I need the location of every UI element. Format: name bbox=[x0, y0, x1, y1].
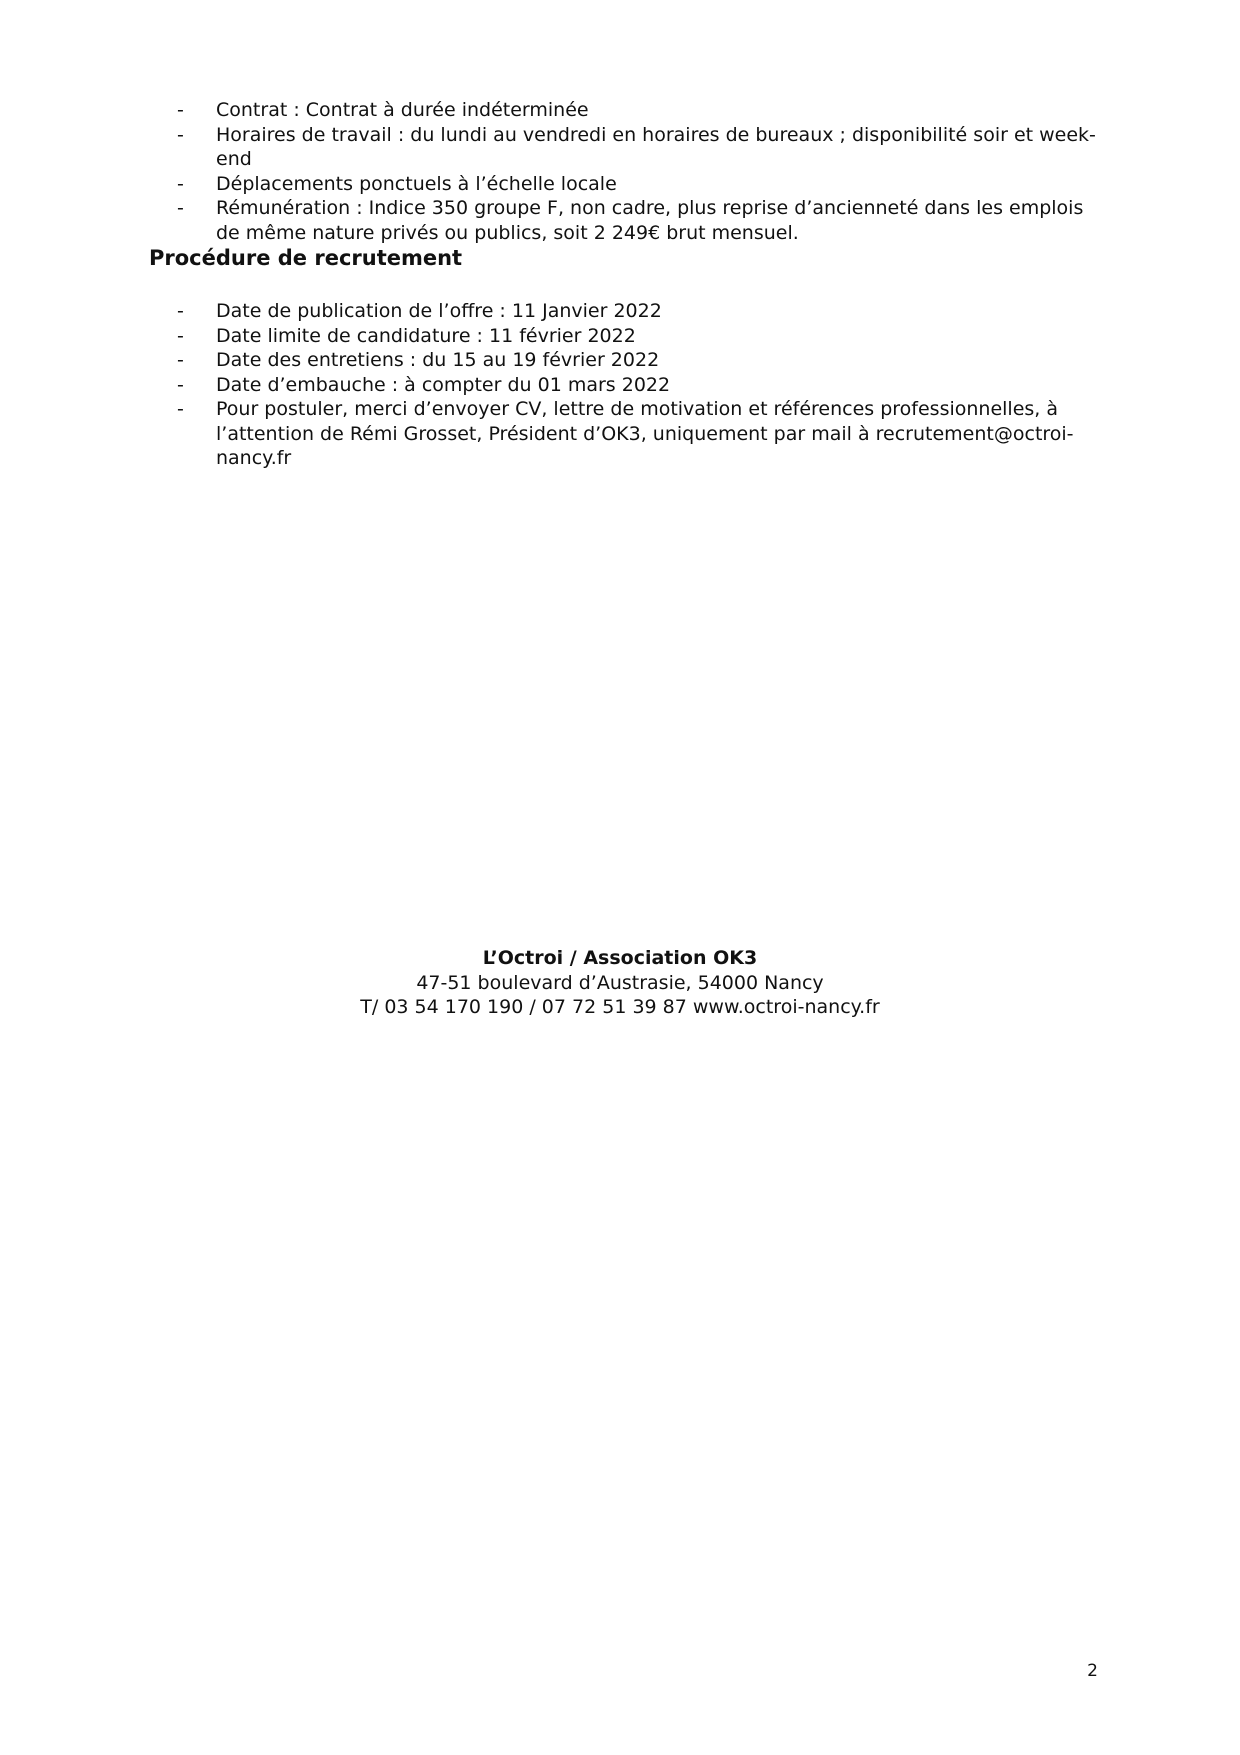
procedure-apply-instructions: Pour postuler, merci d’envoyer CV, lettre de motivation et références professionnelles, à l’attention de Rémi Grosset, Président d’OK3, uniquement par mail à recrutement@octroi-nancy.fr bbox=[216, 398, 1074, 469]
procedure-start-date: Date d’embauche : à compter du 01 mars 2022 bbox=[216, 373, 671, 396]
list-item bbox=[0, 172, 1096, 197]
procedure-list bbox=[0, 299, 1240, 471]
footer-org-name: L’Octroi / Association OK3 bbox=[482, 947, 758, 969]
list-item bbox=[0, 348, 1096, 373]
procedure-deadline: Date limite de candidature : 11 février 2022 bbox=[216, 324, 636, 347]
page-number: 2 bbox=[1087, 1661, 1098, 1681]
list-item bbox=[0, 299, 1096, 324]
bullet-dash: - bbox=[177, 123, 184, 146]
list-item bbox=[0, 196, 1096, 245]
conditions-list bbox=[0, 98, 1240, 245]
bullet-dash: - bbox=[177, 172, 184, 195]
procedure-publication-date: Date de publication de l’offre : 11 Janvier 2022 bbox=[216, 300, 662, 322]
bullet-dash: - bbox=[177, 398, 184, 420]
bullet-dash: - bbox=[177, 373, 184, 396]
list-item bbox=[0, 373, 1096, 398]
footer bbox=[0, 946, 1240, 1020]
condition-salary: Rémunération : Indice 350 groupe F, non cadre, plus reprise d’ancienneté dans les emplois de même nature privés ou publics, soit 2 249€ brut mensuel. bbox=[216, 197, 1084, 244]
condition-hours: Horaires de travail : du lundi au vendredi en horaires de bureaux ; disponibilité soir et week-end bbox=[216, 123, 1096, 170]
footer-address: 47-51 boulevard d’Austrasie, 54000 Nancy bbox=[416, 971, 824, 994]
procedure-interviews: Date des entretiens : du 15 au 19 février 2022 bbox=[216, 349, 660, 371]
list-item bbox=[0, 98, 1096, 123]
procedure-heading: Procédure de recrutement bbox=[149, 246, 463, 270]
bullet-dash: - bbox=[177, 99, 184, 121]
bullet-dash: - bbox=[177, 349, 184, 371]
footer-contact: T/ 03 54 170 190 / 07 72 51 39 87 www.octroi-nancy.fr bbox=[360, 996, 880, 1018]
list-item bbox=[0, 324, 1096, 349]
condition-contract: Contrat : Contrat à durée indéterminée bbox=[216, 99, 589, 121]
bullet-dash: - bbox=[177, 324, 184, 347]
list-item bbox=[0, 397, 1096, 471]
condition-travel: Déplacements ponctuels à l’échelle locale bbox=[216, 172, 617, 195]
bullet-dash: - bbox=[177, 300, 184, 322]
list-item bbox=[0, 123, 1096, 172]
bullet-dash: - bbox=[177, 197, 184, 219]
